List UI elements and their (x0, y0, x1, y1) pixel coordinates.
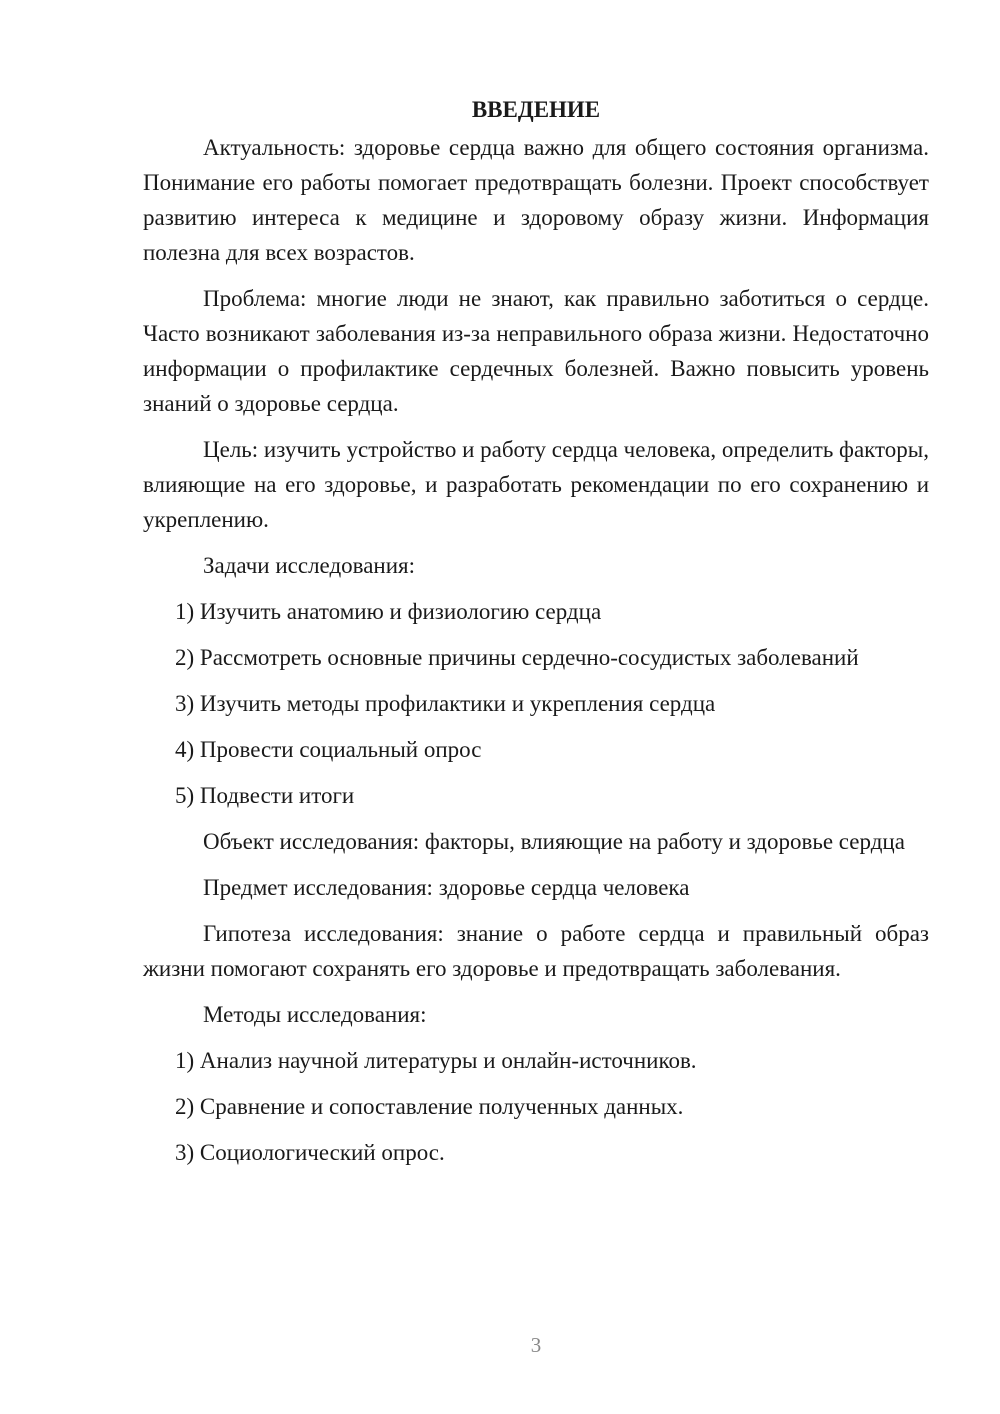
relevance-paragraph: Актуальность: здоровье сердца важно для общего состояния организма. Понимание его работы помогает предотвращать болезни. Проект способствует развитию интереса к медицине и здоровому образу жизни. Информация полезна для всех возрастов. (143, 135, 929, 265)
task-item: 3) Изучить методы профилактики и укрепления сердца (175, 691, 716, 716)
task-item: 2) Рассмотреть основные причины сердечно-сосудистых заболеваний (175, 645, 859, 670)
task-item: 5) Подвести итоги (175, 783, 355, 808)
method-item: 2) Сравнение и сопоставление полученных данных. (175, 1094, 684, 1119)
method-item: 3) Социологический опрос. (175, 1140, 445, 1165)
subject-line: Предмет исследования: здоровье сердца человека (203, 875, 690, 900)
object-paragraph: Объект исследования: факторы, влияющие на работу и здоровье сердца (203, 829, 905, 854)
page-number: 3 (530, 1333, 542, 1357)
task-item: 4) Провести социальный опрос (175, 737, 482, 762)
problem-paragraph: Проблема: многие люди не знают, как правильно заботиться о сердце. Часто возникают заболевания из-за неправильного образа жизни. Недостаточно информации о профилактике сердечных болезней. Важно повысить уровень знаний о здоровье сердца. (143, 286, 929, 416)
document-page (143, 92, 929, 1181)
tasks-heading: Задачи исследования: (203, 553, 416, 578)
goal-paragraph: Цель: изучить устройство и работу сердца человека, определить факторы, влияющие на его здоровье, и разработать рекомендации по его сохранению и укреплению. (143, 437, 929, 532)
method-item: 1) Анализ научной литературы и онлайн-источников. (175, 1048, 697, 1073)
page-title: ВВЕДЕНИЕ (471, 97, 601, 122)
methods-heading: Методы исследования: (203, 1002, 427, 1027)
task-item: 1) Изучить анатомию и физиологию сердца (175, 599, 602, 624)
hypothesis-paragraph: Гипотеза исследования: знание о работе сердца и правильный образ жизни помогают сохранять его здоровье и предотвращать заболевания. (143, 921, 929, 981)
